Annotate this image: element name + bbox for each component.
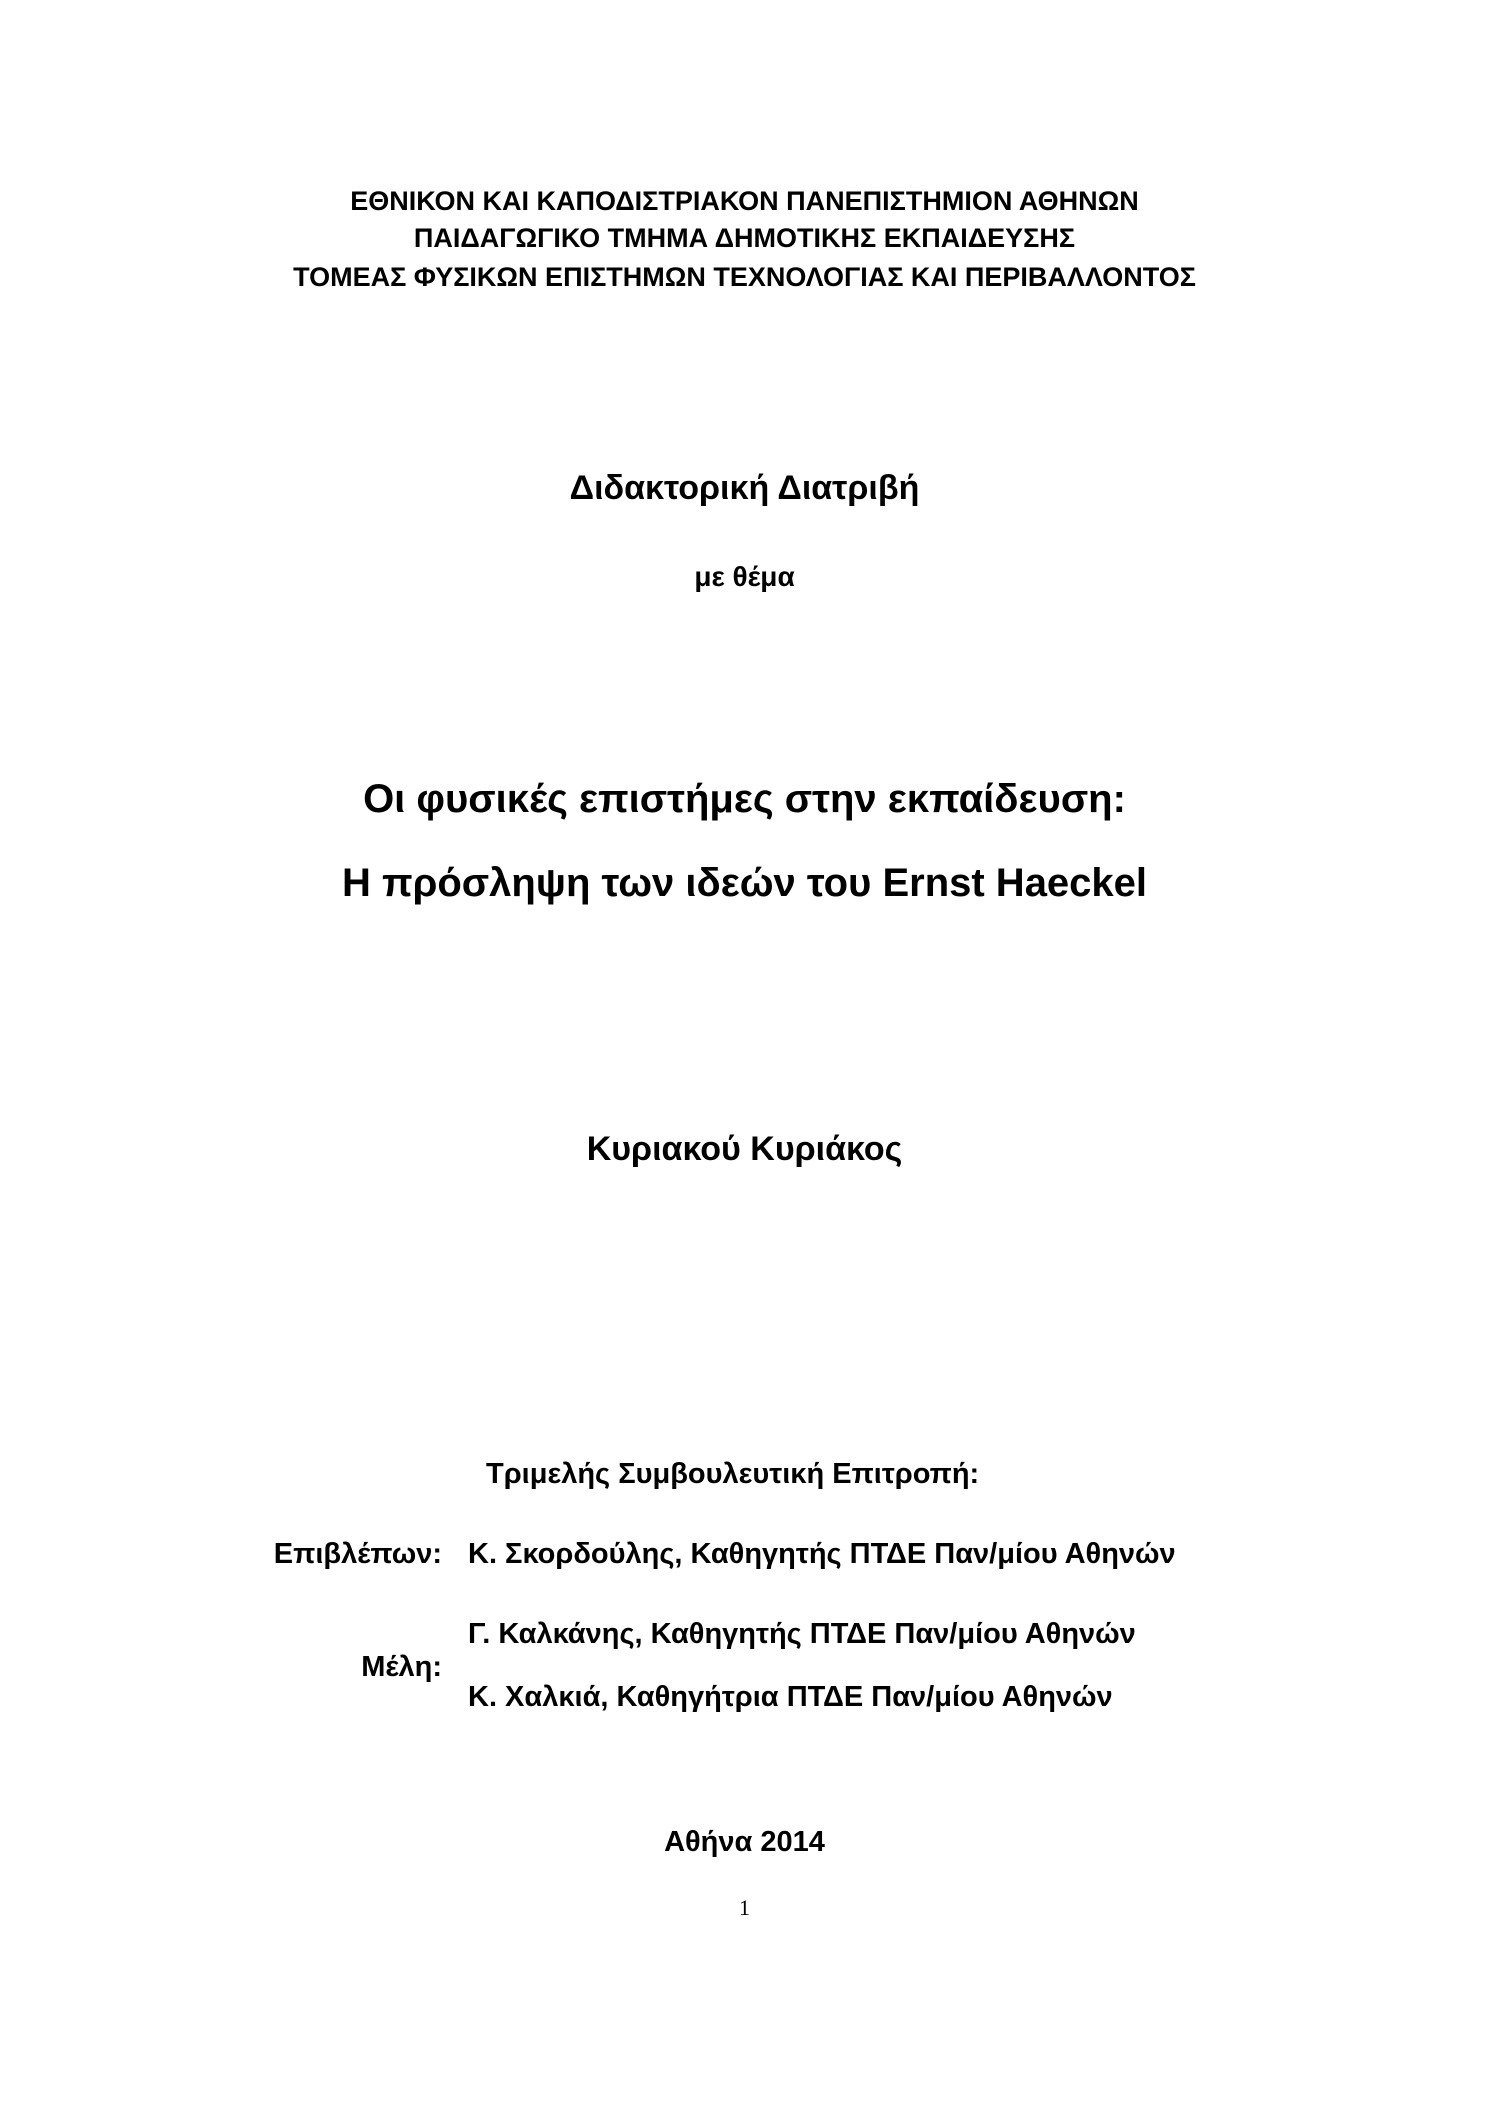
- committee-member: Γ. Καλκάνης, Καθηγητής ΠΤΔΕ Παν/μίου Αθηνών: [468, 1618, 1136, 1650]
- supervisor-name: Κ. Σκορδούλης, Καθηγητής ΠΤΔΕ Παν/μίου Αθηνών: [468, 1538, 1176, 1570]
- place-and-year: Αθήνα 2014: [664, 1826, 825, 1858]
- department-name: ΠΑΙΔΑΓΩΓΙΚΟ ΤΜΗΜΑ ΔΗΜΟΤΙΚΗΣ ΕΚΠΑΙΔΕΥΣΗΣ: [413, 223, 1076, 253]
- subject-intro: με θέμα: [694, 561, 795, 592]
- thesis-title-line-1: Οι φυσικές επιστήμες στην εκπαίδευση:: [363, 777, 1126, 821]
- document-type: Διδακτορική Διατριβή: [569, 469, 920, 507]
- university-name: ΕΘΝΙΚΟΝ ΚΑΙ ΚΑΠΟΔΙΣΤΡΙΑΚΟΝ ΠΑΝΕΠΙΣΤΗΜΙΟΝ ΑΘΗΝΩΝ: [350, 186, 1139, 216]
- thesis-title-line-2: Η πρόσληψη των ιδεών του Ernst Haeckel: [341, 861, 1148, 905]
- division-name: ΤΟΜΕΑΣ ΦΥΣΙΚΩΝ ΕΠΙΣΤΗΜΩΝ ΤΕΧΝΟΛΟΓΙΑΣ ΚΑΙ ΠΕΡΙΒΑΛΛΟΝΤΟΣ: [293, 262, 1196, 292]
- supervisor-label: Επιβλέπων:: [273, 1538, 442, 1570]
- committee-heading: Τριμελής Συμβουλευτική Επιτροπή:: [486, 1458, 980, 1490]
- page-number: 1: [739, 1895, 750, 1920]
- members-label: Μέλη:: [361, 1651, 442, 1683]
- author-name: Κυριακού Κυριάκος: [586, 1130, 903, 1168]
- committee-member: Κ. Χαλκιά, Καθηγήτρια ΠΤΔΕ Παν/μίου Αθηνών: [468, 1681, 1113, 1713]
